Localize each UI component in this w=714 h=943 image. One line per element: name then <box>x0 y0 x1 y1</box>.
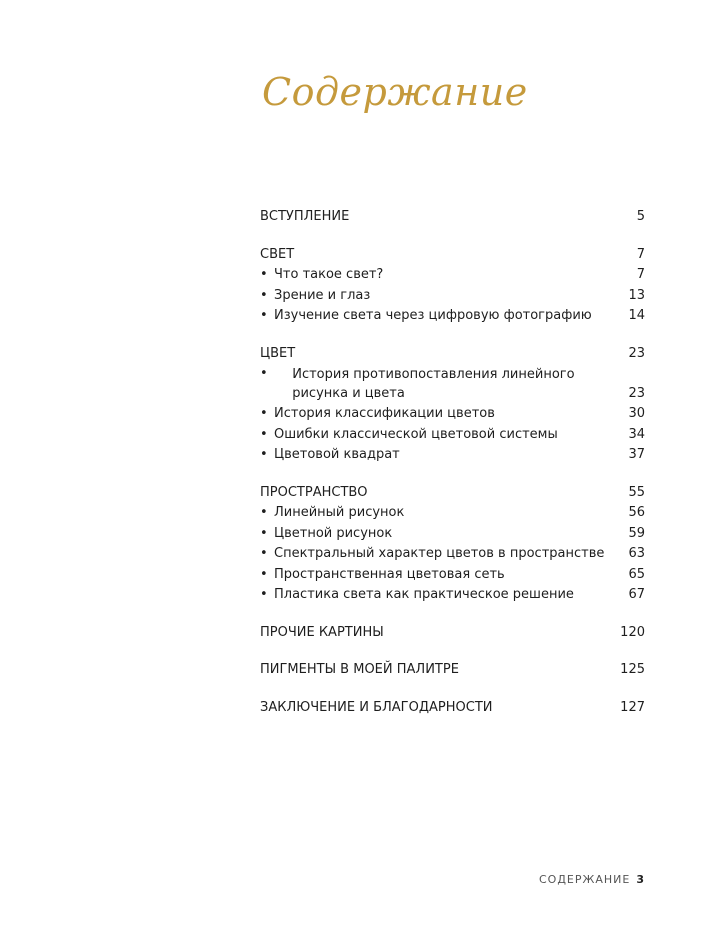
toc-entry-title: ЦВЕТ <box>260 345 296 361</box>
toc-subentry-page: 7 <box>636 267 645 282</box>
toc-subentry[interactable] <box>260 544 645 565</box>
toc-subentry-title: Цветовой квадрат <box>274 447 400 462</box>
toc-subentry-page: 14 <box>628 308 645 323</box>
toc-subentry[interactable] <box>260 404 645 425</box>
toc-subentry-title: Спектральный характер цветов в пространстве <box>274 546 605 561</box>
bullet-icon: • <box>260 267 268 282</box>
bullet-icon: • <box>260 287 268 303</box>
toc-section-pigments <box>260 660 645 681</box>
toc-entry-title: ЗАКЛЮЧЕНИЕ И БЛАГОДАРНОСТИ <box>260 699 493 715</box>
toc-subentry[interactable] <box>260 306 645 327</box>
toc-entry-title: ПРОСТРАНСТВО <box>260 484 368 500</box>
toc-subentry-title: Зрение и глаз <box>274 287 371 303</box>
bullet-icon: • <box>260 406 268 421</box>
toc-subentry-title: Изучение света через цифровую фотографию <box>274 308 592 323</box>
toc-section-space <box>260 483 645 606</box>
toc-subentry-page: 65 <box>628 566 645 582</box>
toc-subentry-page: 56 <box>628 505 645 520</box>
toc-entry-title: ПИГМЕНТЫ В МОЕЙ ПАЛИТРЕ <box>260 662 459 677</box>
toc-entry-page: 120 <box>620 624 645 640</box>
toc-entry[interactable] <box>260 623 645 644</box>
toc-subentry-title: Пластика света как практическое решение <box>274 587 574 602</box>
toc-entry-page: 23 <box>628 345 645 361</box>
page-title: Содержание <box>262 70 528 114</box>
toc-entry[interactable] <box>260 698 645 719</box>
toc-subentry-page: 23 <box>628 385 645 401</box>
toc-entry-title: ПРОЧИЕ КАРТИНЫ <box>260 624 384 640</box>
toc-section-color <box>260 344 645 466</box>
toc-entry-title: СВЕТ <box>260 246 295 262</box>
bullet-icon: • <box>260 366 268 381</box>
toc-entry-page: 127 <box>620 699 645 715</box>
toc-entry-page: 5 <box>636 209 645 224</box>
toc-subentry-page: 13 <box>628 287 645 303</box>
bullet-icon: • <box>260 447 268 462</box>
toc-section-other <box>260 623 645 644</box>
toc-section-conclusion <box>260 698 645 719</box>
toc-subentry-title: Цветной рисунок <box>274 525 393 541</box>
toc-subentry[interactable] <box>260 364 645 404</box>
toc-entry-page: 55 <box>628 484 645 500</box>
bullet-icon: • <box>260 525 268 541</box>
bullet-icon: • <box>260 566 268 582</box>
table-of-contents <box>260 207 645 735</box>
bullet-icon: • <box>260 587 268 602</box>
toc-subentry-page: 67 <box>628 587 645 602</box>
toc-subentry-title: Пространственная цветовая сеть <box>274 566 505 582</box>
page-footer <box>539 873 644 886</box>
toc-subentry-title: Что такое свет? <box>274 267 384 282</box>
toc-subentry-page: 30 <box>628 406 645 421</box>
toc-subentry[interactable] <box>260 286 645 307</box>
bullet-icon: • <box>260 426 268 442</box>
toc-subentry-page: 63 <box>628 546 645 561</box>
toc-entry[interactable] <box>260 483 645 504</box>
toc-section-intro <box>260 207 645 228</box>
toc-subentry[interactable] <box>260 265 645 286</box>
toc-entry[interactable] <box>260 344 645 365</box>
running-header: СОДЕРЖАНИЕ <box>539 873 631 886</box>
toc-subentry-page: 59 <box>628 525 645 541</box>
toc-entry[interactable] <box>260 245 645 266</box>
toc-subentry-title: Линейный рисунок <box>274 505 405 520</box>
toc-entry-title: ВСТУПЛЕНИЕ <box>260 209 350 224</box>
toc-subentry[interactable] <box>260 445 645 466</box>
toc-subentry[interactable] <box>260 503 645 524</box>
toc-subentry-title: История классификации цветов <box>274 406 495 421</box>
toc-subentry-page: 34 <box>628 426 645 442</box>
toc-subentry[interactable] <box>260 425 645 446</box>
page-number: 3 <box>636 873 644 886</box>
toc-entry-page: 7 <box>636 246 645 262</box>
toc-section-light <box>260 245 645 327</box>
toc-entry[interactable] <box>260 660 645 681</box>
toc-subentry[interactable] <box>260 524 645 545</box>
toc-subentry-title: История противопоставления линейного рисунка и цвета <box>292 367 575 401</box>
toc-subentry[interactable] <box>260 585 645 606</box>
toc-subentry-title: Ошибки классической цветовой системы <box>274 426 558 442</box>
toc-subentry-page: 37 <box>628 447 645 462</box>
bullet-icon: • <box>260 505 268 520</box>
bullet-icon: • <box>260 308 268 323</box>
toc-entry-page: 125 <box>620 662 645 677</box>
bullet-icon: • <box>260 546 268 561</box>
toc-entry[interactable] <box>260 207 645 228</box>
toc-subentry[interactable] <box>260 565 645 586</box>
